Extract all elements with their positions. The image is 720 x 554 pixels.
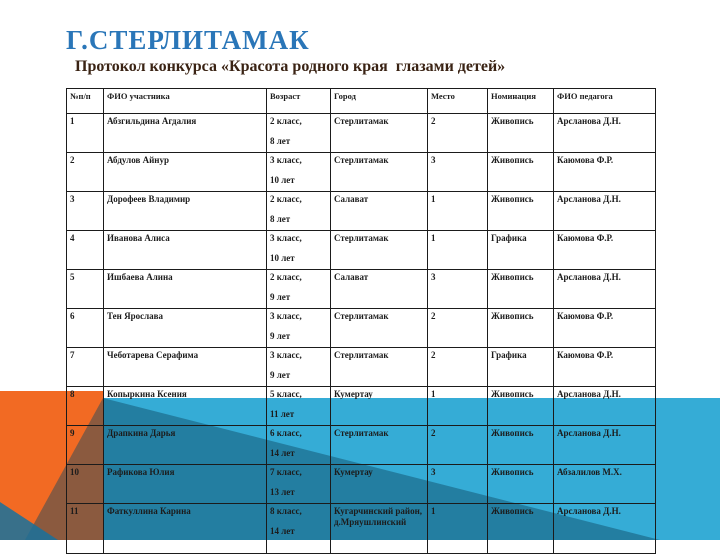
cell-nomination: Графика: [488, 231, 554, 270]
cell-teacher: Каюмова Ф.Р.: [554, 153, 656, 192]
cell-place: 1: [428, 192, 488, 231]
protocol-table: [66, 88, 656, 554]
cell-teacher: Каюмова Ф.Р.: [554, 348, 656, 387]
cell-city: Кугарчинский район, д.Мряушлинский: [331, 504, 428, 554]
age-line: 9 лет: [270, 292, 291, 303]
cell-name: Абзгильдина Агдалия: [104, 114, 267, 153]
cell-city: Стерлитамак: [331, 348, 428, 387]
cell-teacher: Абзалилов М.Х.: [554, 465, 656, 504]
cell-city: Кумертау: [331, 387, 428, 426]
age-line: 8 лет: [270, 136, 291, 147]
cell-num: 3: [67, 192, 104, 231]
cell-name: Копыркина Ксения: [104, 387, 267, 426]
cell-nomination: Живопись: [488, 309, 554, 348]
cell-num: 4: [67, 231, 104, 270]
age-line: 8 лет: [270, 214, 291, 225]
cell-age: [267, 426, 331, 465]
cell-name: Рафикова Юлия: [104, 465, 267, 504]
cell-place: 3: [428, 270, 488, 309]
cell-num: 6: [67, 309, 104, 348]
cell-name: Ишбаева Алина: [104, 270, 267, 309]
age-line: 10 лет: [270, 253, 295, 264]
table-row: [67, 426, 656, 465]
cell-nomination: Живопись: [488, 426, 554, 465]
age-line: 9 лет: [270, 331, 291, 342]
cell-num: 8: [67, 387, 104, 426]
page-title: Г.СТЕРЛИТАМАК: [66, 25, 310, 55]
age-line: 10 лет: [270, 175, 295, 186]
cell-place: 1: [428, 387, 488, 426]
header-place: Место: [428, 89, 488, 114]
table-row: [67, 504, 656, 554]
cell-name: Иванова Алиса: [104, 231, 267, 270]
grade-line: 5 класс,: [270, 389, 302, 399]
cell-place: 3: [428, 465, 488, 504]
grade-line: 3 класс,: [270, 350, 302, 360]
cell-num: 10: [67, 465, 104, 504]
header-num: №п/п: [67, 89, 104, 114]
table-row: [67, 348, 656, 387]
cell-teacher: Каюмова Ф.Р.: [554, 309, 656, 348]
table-row: [67, 270, 656, 309]
cell-teacher: Арсланова Д.Н.: [554, 114, 656, 153]
cell-place: 1: [428, 504, 488, 554]
grade-line: 7 класс,: [270, 467, 302, 477]
cell-name: Абдулов Айнур: [104, 153, 267, 192]
cell-nomination: Живопись: [488, 387, 554, 426]
cell-nomination: Живопись: [488, 504, 554, 554]
table-row: [67, 231, 656, 270]
cell-name: Чеботарева Серафима: [104, 348, 267, 387]
table-row: [67, 465, 656, 504]
header-age: Возраст: [267, 89, 331, 114]
cell-place: 1: [428, 231, 488, 270]
cell-nomination: Живопись: [488, 465, 554, 504]
cell-place: 2: [428, 309, 488, 348]
grade-line: 3 класс,: [270, 311, 302, 321]
age-line: 13 лет: [270, 487, 295, 498]
cell-age: [267, 504, 331, 554]
cell-name: Драпкина Дарья: [104, 426, 267, 465]
age-line: 14 лет: [270, 448, 295, 459]
cell-age: [267, 387, 331, 426]
grade-line: 3 класс,: [270, 233, 302, 243]
age-line: 11 лет: [270, 409, 295, 420]
cell-age: [267, 192, 331, 231]
header-teacher: ФИО педагога: [554, 89, 656, 114]
age-line: 9 лет: [270, 370, 291, 381]
cell-teacher: Арсланова Д.Н.: [554, 426, 656, 465]
cell-city: Салават: [331, 270, 428, 309]
cell-place: 2: [428, 114, 488, 153]
cell-place: 2: [428, 426, 488, 465]
cell-city: Стерлитамак: [331, 231, 428, 270]
cell-nomination: Живопись: [488, 270, 554, 309]
table-row: [67, 114, 656, 153]
cell-city: Стерлитамак: [331, 309, 428, 348]
cell-city: Салават: [331, 192, 428, 231]
grade-line: 8 класс,: [270, 506, 302, 516]
cell-nomination: Живопись: [488, 192, 554, 231]
cell-num: 9: [67, 426, 104, 465]
header-city: Город: [331, 89, 428, 114]
page-subtitle: Протокол конкурса «Красота родного края глазами детей»: [75, 58, 506, 75]
cell-city: Кумертау: [331, 465, 428, 504]
cell-num: 11: [67, 504, 104, 554]
table-row: [67, 309, 656, 348]
cell-teacher: Каюмова Ф.Р.: [554, 231, 656, 270]
cell-age: [267, 309, 331, 348]
cell-teacher: Арсланова Д.Н.: [554, 387, 656, 426]
grade-line: 2 класс,: [270, 116, 302, 126]
header-nomination: Номинация: [488, 89, 554, 114]
cell-teacher: Арсланова Д.Н.: [554, 504, 656, 554]
cell-city: Стерлитамак: [331, 114, 428, 153]
cell-name: Тен Ярослава: [104, 309, 267, 348]
cell-num: 2: [67, 153, 104, 192]
table-row: [67, 387, 656, 426]
age-line: 14 лет: [270, 526, 295, 537]
grade-line: 2 класс,: [270, 272, 302, 282]
table-row: [67, 192, 656, 231]
cell-city: Стерлитамак: [331, 426, 428, 465]
cell-name: Дорофеев Владимир: [104, 192, 267, 231]
cell-teacher: Арсланова Д.Н.: [554, 192, 656, 231]
cell-age: [267, 270, 331, 309]
cell-num: 7: [67, 348, 104, 387]
cell-nomination: Живопись: [488, 153, 554, 192]
cell-place: 2: [428, 348, 488, 387]
grade-line: 2 класс,: [270, 194, 302, 204]
cell-city: Стерлитамак: [331, 153, 428, 192]
cell-nomination: Живопись: [488, 114, 554, 153]
cell-age: [267, 348, 331, 387]
cell-age: [267, 153, 331, 192]
table-header-row: [67, 89, 656, 114]
cell-num: 1: [67, 114, 104, 153]
cell-age: [267, 114, 331, 153]
cell-age: [267, 231, 331, 270]
cell-nomination: Графика: [488, 348, 554, 387]
header-name: ФИО участника: [104, 89, 267, 114]
grade-line: 3 класс,: [270, 155, 302, 165]
grade-line: 6 класс,: [270, 428, 302, 438]
cell-num: 5: [67, 270, 104, 309]
table-row: [67, 153, 656, 192]
cell-age: [267, 465, 331, 504]
cell-place: 3: [428, 153, 488, 192]
cell-teacher: Арсланова Д.Н.: [554, 270, 656, 309]
cell-name: Фаткуллина Карина: [104, 504, 267, 554]
